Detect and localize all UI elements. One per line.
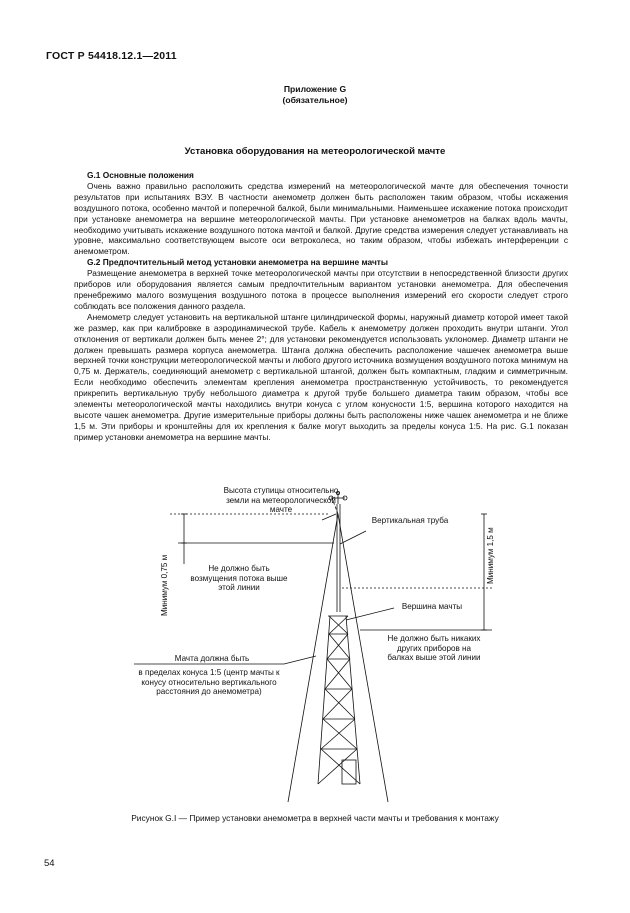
equipment-box — [342, 760, 356, 784]
label-vertical-tube: Вертикальная труба — [371, 516, 449, 525]
appendix-heading — [0, 84, 630, 106]
paragraph: Очень важно правильно расположить средства измерений на метеорологической мачте для обеспечения точности результатов при испытаниях ВЭУ. В частности анемометр должен быть расположен таким образом, чтобы искажения воздушного потока, особенно мачтой и поперечной балкой, были минимальными. Наименьшее искажение потока происходит при установке анемометра на вершине метеорологической мачты. При установке анемометров на балках вдоль мачты, необходимо учитывать искажение воздушного потока мачтой и балкой. Другие средства измерения следует устанавливать на уровне, максимально соответствующем высоте оси ветроколеса, но таким образом, чтобы избежать интерференции с анемометром. — [74, 180, 568, 257]
section-heading: G.2 Предпочтительный метод установки анемометра на вершине мачты — [87, 257, 389, 268]
label-mast-cone-detail: в пределах конуса 1:5 (центр мачты к конусу относительно вертикального расстояния до анемометра) — [138, 668, 280, 697]
page-number: 54 — [44, 858, 55, 869]
label-mast-cone-title: Мачта должна быть — [174, 654, 250, 663]
label-no-disturbance: Не должно быть возмущения потока выше этой линии — [190, 564, 288, 593]
paragraph: Анемометр следует установить на вертикальной штанге цилиндрической формы, наружный диаметр которой имеет такой же размер, как при калибровке в аэродинамической трубе. Кабель к анемометру должен проходить внутри штанги. Угол отклонения от вертикали должен быть менее 2°; для установки рекомендуется использовать уклономер. Диаметр штанги не должен превышать размера корпуса анемометра. Штанга должна обеспечить расположение чашечек анемометра выше верхней точки конструкции метеорологической мачты и любого другого источника возмущения воздушного потока минимум на 0,75 м. Держатель, соединяющий анемометр с вертикальной штангой, должен быть компактным, гладким и симметричным. Если необходимо обеспечить элементам крепления анемометра пространственную устойчивость, то рекомендуется прикрепить вертикальную трубу небольшого диаметра к другой трубе большего диаметра таким образом, чтобы все элементы метеорологической мачты находились внутри конуса с углом конусности 1:5, вершина которого находится на высоте чашек анемометра. Другие измерительные приборы должны быть расположены ниже чашек анемометра и не ближе 1,5 м. Эти приборы и кронштейны для их крепления к балке могут выходить за пределы конуса 1:5. На рис. G.1 показан пример установки анемометра на вершине мачты. — [74, 311, 568, 442]
figure-caption: Рисунок G.I — Пример установки анемометра в верхней части мачты и требования к монтажу — [131, 813, 499, 823]
label-mast-top: Вершина мачты — [401, 602, 463, 611]
standard-header: ГОСТ Р 54418.12.1—2011 — [46, 50, 177, 62]
mast-right-leg — [346, 616, 360, 784]
mast-left-leg — [318, 616, 330, 784]
section-g1 — [74, 170, 568, 443]
cone-left-line — [288, 514, 338, 802]
section-heading: G.1 Основные положения — [87, 170, 194, 180]
figure-g1: Высота ступицы относительно земли на метеорологической мачте Вертикальная труба Минимум 0,75 м Минимум 1,5 м Не должно быть возмущения потока выше этой линии Вершина мачты Не должно быть никаких других приборов на балках выше этой линии Мачта должна быть в пределах конуса 1:5 (центр мачты к конусу относительно вертикального расстояния до анемометра) — [74, 484, 568, 804]
appendix-title: Приложение G — [283, 84, 347, 94]
label-no-instruments: Не должно быть никаких других приборов на балках выше этой линии — [387, 634, 481, 663]
label-hub-height: Высота ступицы относительно земли на метеорологической мачте — [223, 486, 339, 515]
appendix-status: (обязательное) — [282, 95, 348, 105]
paragraph: Размещение анемометра в верхней точке метеорологической мачты при отсутствии в непосредственной близости других приборов или оборудования является самым предпочтительным вариантом установки анемометра. Для обеспечения пренебрежимо малого возмущения воздушного потока в процессе выполнения измерений его скорости следует строго соблюдать все положения данного раздела. — [74, 268, 568, 311]
document-title: Установка оборудования на метеорологической мачте — [184, 146, 446, 157]
